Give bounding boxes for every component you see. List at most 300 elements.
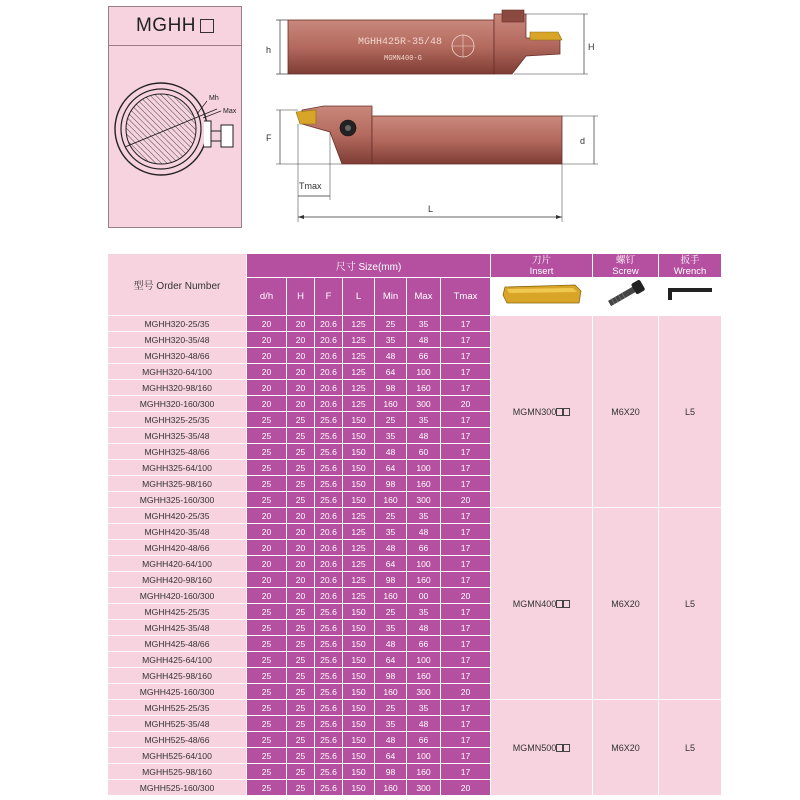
cell-tmax: 17 [441,332,491,348]
cell-min: 48 [375,444,407,460]
cell-min: 160 [375,588,407,604]
cell-max: 160 [407,572,441,588]
screw-header-en: Screw [612,265,639,277]
cell-dh: 20 [247,508,287,524]
cell-tmax: 17 [441,604,491,620]
wrench-cell [659,700,722,796]
cell-max: 100 [407,748,441,764]
cell-H: 25 [287,428,315,444]
cell-L: 125 [343,588,375,604]
order-number-cell: MGHH420-35/48 [108,524,247,540]
insert-header [491,254,593,278]
insert-header-cn: 刀片 [531,254,551,266]
cell-F: 25.6 [315,716,343,732]
cell-L: 125 [343,524,375,540]
cell-F: 25.6 [315,700,343,716]
mh-label: Mh [209,95,219,102]
screw-header [593,254,659,278]
order-number-cell: MGHH320-98/160 [108,380,247,396]
cell-min: 64 [375,652,407,668]
cell-max: 100 [407,556,441,572]
order-number-cell: MGHH425-160/300 [108,684,247,700]
order-number-cell: MGHH425-48/66 [108,636,247,652]
cell-dh: 25 [247,476,287,492]
cell-tmax: 17 [441,508,491,524]
cell-min: 35 [375,524,407,540]
cell-max: 160 [407,380,441,396]
cell-max: 100 [407,652,441,668]
cell-L: 150 [343,716,375,732]
cell-max: 100 [407,460,441,476]
cell-max: 160 [407,476,441,492]
cell-F: 20.6 [315,540,343,556]
insert-side [296,110,316,124]
cell-H: 25 [287,492,315,508]
cell-max: 66 [407,636,441,652]
insert-icon [499,281,585,307]
cell-tmax: 17 [441,620,491,636]
cell-L: 150 [343,476,375,492]
cell-min: 64 [375,556,407,572]
insert-box-glyph [563,408,570,416]
cell-max: 48 [407,524,441,540]
wrench-cell-text: L5 [684,406,695,417]
cell-H: 25 [287,604,315,620]
cell-min: 64 [375,460,407,476]
cell-F: 25.6 [315,604,343,620]
cell-H: 20 [287,316,315,332]
cell-dh: 20 [247,524,287,540]
cell-dh: 25 [247,620,287,636]
cell-dh: 25 [247,780,287,796]
cell-dh: 25 [247,652,287,668]
cell-F: 25.6 [315,620,343,636]
cell-L: 150 [343,620,375,636]
cell-min: 98 [375,572,407,588]
insert-box-glyph [563,744,570,752]
dim-L-arrow-right [556,215,562,219]
cell-dh: 20 [247,396,287,412]
order-number-cell: MGHH325-35/48 [108,428,247,444]
screw-cell-text: M6X20 [611,598,640,609]
cell-F: 20.6 [315,380,343,396]
cell-dh: 25 [247,764,287,780]
cell-max: 160 [407,764,441,780]
table-row [108,508,722,524]
cell-max: 48 [407,716,441,732]
dim-h-label: h [266,45,272,55]
insert-top [530,32,562,40]
cell-L: 125 [343,540,375,556]
cell-F: 20.6 [315,348,343,364]
cell-L: 150 [343,636,375,652]
wrench-cell-text: L5 [684,598,695,609]
cell-F: 25.6 [315,636,343,652]
cell-dh: 25 [247,732,287,748]
cross-section-workpiece [126,94,196,164]
model-box-glyph [200,19,214,33]
cell-L: 150 [343,764,375,780]
cell-tmax: 17 [441,380,491,396]
cell-max: 35 [407,508,441,524]
cell-L: 125 [343,316,375,332]
table-row [108,700,722,716]
cell-L: 150 [343,780,375,796]
cross-section-diagram [111,51,241,227]
tool-marking: MGHH425R-35/48 [358,37,443,48]
cell-dh: 25 [247,684,287,700]
cross-section-tool-block [221,125,233,147]
cell-H: 20 [287,556,315,572]
screw-cell-text: M6X20 [611,406,640,417]
order-number-cell: MGHH320-64/100 [108,364,247,380]
cell-L: 150 [343,460,375,476]
cell-L: 125 [343,572,375,588]
cell-min: 48 [375,732,407,748]
order-number-cell: MGHH525-48/66 [108,732,247,748]
cell-L: 150 [343,732,375,748]
cell-min: 64 [375,748,407,764]
cell-H: 25 [287,700,315,716]
order-number-cell: MGHH320-25/35 [108,316,247,332]
cell-tmax: 17 [441,764,491,780]
cell-min: 25 [375,604,407,620]
max-label: Max [223,108,237,115]
tool-drawing [258,0,600,232]
cell-F: 25.6 [315,444,343,460]
cell-dh: 20 [247,316,287,332]
table-row [108,316,722,332]
cell-dh: 20 [247,348,287,364]
column-header-F: F [315,278,343,316]
cell-L: 125 [343,380,375,396]
cell-dh: 20 [247,540,287,556]
cell-tmax: 17 [441,732,491,748]
cell-max: 35 [407,316,441,332]
column-header-tmax: Tmax [441,278,491,316]
cell-H: 25 [287,764,315,780]
cell-dh: 25 [247,460,287,476]
order-number-cell: MGHH420-48/66 [108,540,247,556]
cell-tmax: 17 [441,700,491,716]
cell-min: 35 [375,620,407,636]
insert-cell-text: MGMN400 [512,598,557,609]
cell-F: 25.6 [315,412,343,428]
cell-H: 25 [287,748,315,764]
order-number-cell: MGHH425-98/160 [108,668,247,684]
cell-max: 66 [407,732,441,748]
order-number-header: 型号 Order Number [108,254,247,316]
cell-max: 300 [407,396,441,412]
cell-H: 25 [287,668,315,684]
cell-F: 25.6 [315,476,343,492]
cell-F: 25.6 [315,492,343,508]
cell-L: 150 [343,748,375,764]
cell-tmax: 17 [441,348,491,364]
cell-min: 160 [375,492,407,508]
cell-dh: 20 [247,364,287,380]
cell-L: 125 [343,332,375,348]
cell-max: 60 [407,444,441,460]
insert-box-glyph [556,600,563,608]
order-number-cell: MGHH325-48/66 [108,444,247,460]
cell-dh: 25 [247,636,287,652]
tool-side-body [372,116,562,164]
cell-min: 25 [375,412,407,428]
cell-F: 20.6 [315,588,343,604]
cell-tmax: 17 [441,540,491,556]
cell-tmax: 17 [441,316,491,332]
screw-cell [593,508,659,700]
order-number-cell: MGHH425-64/100 [108,652,247,668]
order-number-cell: MGHH420-25/35 [108,508,247,524]
cell-dh: 20 [247,588,287,604]
order-number-cell: MGHH325-160/300 [108,492,247,508]
cell-max: 00 [407,588,441,604]
cell-dh: 25 [247,428,287,444]
cell-dh: 25 [247,748,287,764]
model-title: MGHH [135,15,197,36]
cell-H: 25 [287,684,315,700]
cell-tmax: 17 [441,572,491,588]
insert-cell-text: MGMN300 [512,406,557,417]
cell-tmax: 17 [441,428,491,444]
cell-H: 20 [287,380,315,396]
cell-H: 20 [287,572,315,588]
cell-F: 25.6 [315,764,343,780]
order-number-cell: MGHH425-25/35 [108,604,247,620]
cell-min: 98 [375,668,407,684]
wrench-cell [659,316,722,508]
cell-L: 150 [343,700,375,716]
cell-max: 300 [407,492,441,508]
cell-F: 25.6 [315,732,343,748]
cell-tmax: 17 [441,652,491,668]
cell-H: 20 [287,508,315,524]
cell-F: 25.6 [315,780,343,796]
cell-H: 25 [287,732,315,748]
cell-tmax: 20 [441,684,491,700]
cell-max: 35 [407,700,441,716]
cell-min: 48 [375,636,407,652]
cell-tmax: 17 [441,524,491,540]
cell-H: 20 [287,396,315,412]
wrench-image-cell [659,278,722,316]
cell-H: 20 [287,540,315,556]
cell-max: 160 [407,668,441,684]
cell-min: 98 [375,764,407,780]
cell-max: 300 [407,780,441,796]
cell-H: 25 [287,460,315,476]
cell-H: 25 [287,444,315,460]
order-number-cell: MGHH420-160/300 [108,588,247,604]
cell-min: 98 [375,476,407,492]
insert-box-glyph [563,600,570,608]
dim-F-label: F [266,133,272,143]
cross-section-groove [204,121,211,147]
insert-cell [491,700,593,796]
cell-tmax: 17 [441,444,491,460]
cell-H: 20 [287,364,315,380]
cell-dh: 25 [247,668,287,684]
order-number-cell: MGHH325-98/160 [108,476,247,492]
cell-F: 20.6 [315,556,343,572]
cell-dh: 25 [247,412,287,428]
wrench-header-en: Wrench [673,265,707,277]
order-number-cell: MGHH420-98/160 [108,572,247,588]
dim-d-label: d [580,136,586,146]
cell-L: 150 [343,684,375,700]
cell-F: 25.6 [315,652,343,668]
dim-L-arrow-left [298,215,304,219]
cell-H: 20 [287,588,315,604]
cell-max: 100 [407,364,441,380]
cell-tmax: 17 [441,668,491,684]
cell-L: 125 [343,364,375,380]
cell-F: 20.6 [315,332,343,348]
insert-box-glyph [556,408,563,416]
cell-L: 150 [343,444,375,460]
cell-min: 48 [375,540,407,556]
screw-icon [599,279,653,309]
insert-header-en: Insert [529,265,554,277]
cell-L: 125 [343,556,375,572]
cell-H: 25 [287,652,315,668]
cell-max: 35 [407,412,441,428]
cell-tmax: 17 [441,636,491,652]
cell-dh: 25 [247,604,287,620]
cell-max: 300 [407,684,441,700]
cell-H: 25 [287,412,315,428]
cell-tmax: 17 [441,556,491,572]
cell-dh: 20 [247,380,287,396]
cell-min: 64 [375,364,407,380]
spec-table [107,253,722,796]
cell-H: 25 [287,620,315,636]
cell-L: 125 [343,396,375,412]
wrench-cell [659,508,722,700]
order-number-cell: MGHH525-35/48 [108,716,247,732]
cell-F: 25.6 [315,748,343,764]
cell-F: 25.6 [315,668,343,684]
cell-H: 25 [287,636,315,652]
order-number-cell: MGHH320-48/66 [108,348,247,364]
screw-image-cell [593,278,659,316]
cell-min: 98 [375,380,407,396]
order-number-cell: MGHH525-98/160 [108,764,247,780]
column-header-min: Min [375,278,407,316]
max-leader-line [203,111,221,118]
cell-dh: 20 [247,332,287,348]
cell-H: 25 [287,716,315,732]
tool-top-screw-block [502,10,524,22]
size-header: 尺寸 Size(mm) [247,254,491,278]
cell-tmax: 17 [441,364,491,380]
cell-min: 25 [375,700,407,716]
cell-min: 48 [375,348,407,364]
cell-min: 160 [375,684,407,700]
cell-max: 48 [407,428,441,444]
cell-dh: 25 [247,716,287,732]
cell-F: 25.6 [315,684,343,700]
order-number-cell: MGHH320-160/300 [108,396,247,412]
dim-tmax-label: Tmax [299,181,322,191]
order-number-cell: MGHH325-64/100 [108,460,247,476]
model-panel [108,6,242,228]
cell-tmax: 20 [441,588,491,604]
cell-L: 150 [343,412,375,428]
cell-F: 20.6 [315,572,343,588]
cell-tmax: 17 [441,412,491,428]
cell-H: 20 [287,348,315,364]
cell-min: 25 [375,508,407,524]
cell-dh: 25 [247,492,287,508]
cell-min: 35 [375,332,407,348]
insert-image-cell [491,278,593,316]
wrench-header-cn: 扳手 [680,254,700,266]
cell-tmax: 17 [441,748,491,764]
cell-F: 20.6 [315,316,343,332]
cell-tmax: 17 [441,476,491,492]
cell-dh: 20 [247,556,287,572]
cell-F: 25.6 [315,460,343,476]
cell-L: 150 [343,668,375,684]
insert-cell [491,316,593,508]
cell-L: 150 [343,604,375,620]
insert-box-glyph [556,744,563,752]
cell-H: 25 [287,780,315,796]
screw-cell [593,316,659,508]
cell-L: 150 [343,428,375,444]
cell-min: 160 [375,396,407,412]
cell-tmax: 20 [441,780,491,796]
cell-dh: 20 [247,572,287,588]
cell-max: 48 [407,620,441,636]
cell-dh: 25 [247,444,287,460]
cell-F: 20.6 [315,524,343,540]
cell-min: 25 [375,316,407,332]
order-number-cell: MGHH420-64/100 [108,556,247,572]
order-number-cell: MGHH525-64/100 [108,748,247,764]
cell-H: 20 [287,524,315,540]
cell-tmax: 20 [441,396,491,412]
order-number-cell: MGHH525-160/300 [108,780,247,796]
order-number-cell: MGHH325-25/35 [108,412,247,428]
cell-L: 150 [343,652,375,668]
screw-socket [345,125,351,131]
cell-F: 20.6 [315,508,343,524]
cell-tmax: 20 [441,492,491,508]
cell-max: 66 [407,540,441,556]
spec-table-body [108,316,722,796]
cell-max: 66 [407,348,441,364]
cell-H: 25 [287,476,315,492]
cell-L: 150 [343,492,375,508]
order-number-cell: MGHH320-35/48 [108,332,247,348]
dim-L-label: L [428,204,434,214]
column-header-L: L [343,278,375,316]
screw-cell [593,700,659,796]
cell-F: 20.6 [315,396,343,412]
insert-cell [491,508,593,700]
wrench-header [659,254,722,278]
tool-top-head [494,14,560,74]
screw-cell-text: M6X20 [611,742,640,753]
cell-max: 35 [407,604,441,620]
order-number-cell: MGHH525-25/35 [108,700,247,716]
cell-tmax: 17 [441,716,491,732]
model-title-box [109,7,241,46]
